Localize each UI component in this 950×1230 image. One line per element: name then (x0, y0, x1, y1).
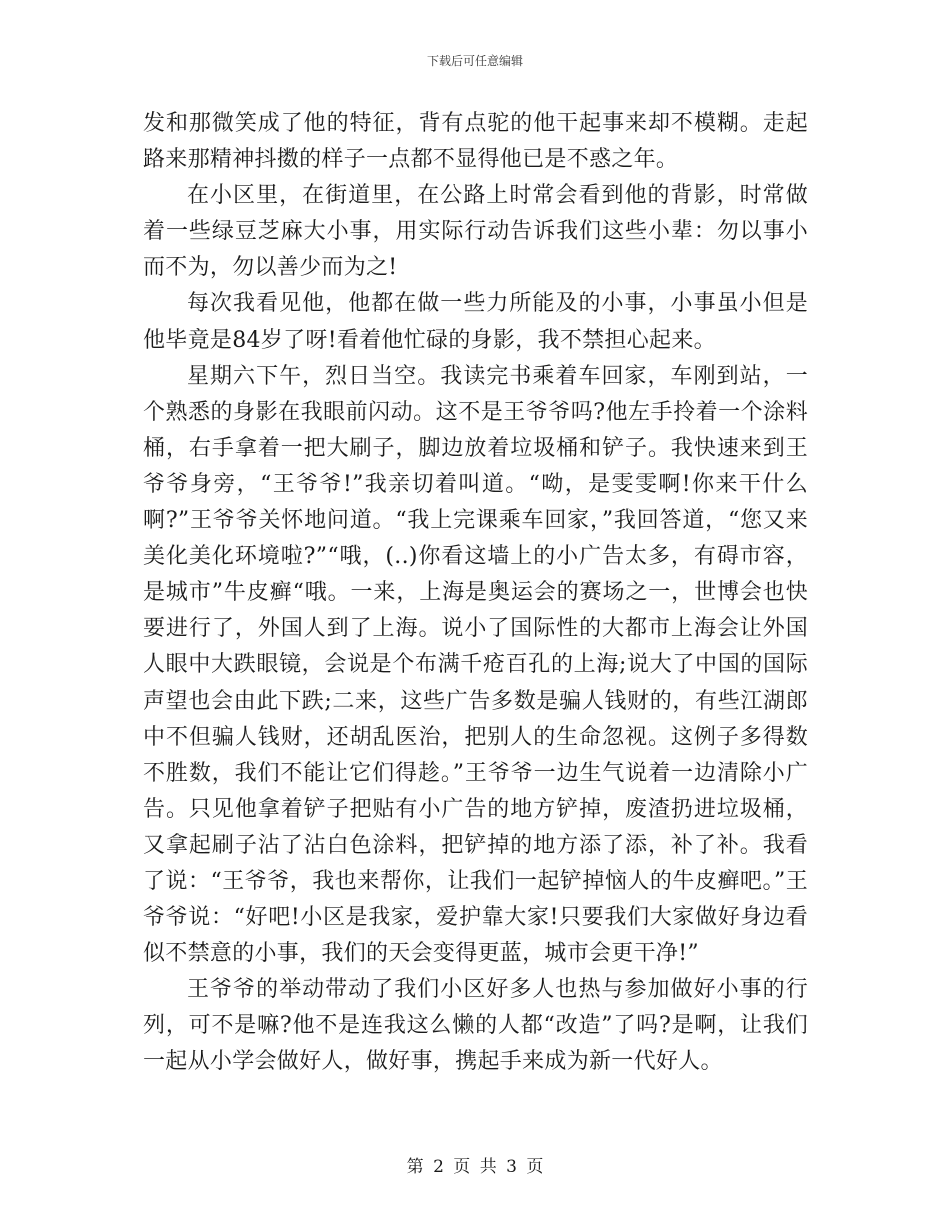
paragraph-2: 在小区里，在街道里，在公路上时常会看到他的背影，时常做着一些绿豆芝麻大小事，用实际行动告诉我们这些小辈：勿以事小而不为，勿以善少而为之! (143, 183, 808, 281)
paragraph-1: 发和那微笑成了他的特征，背有点驼的他干起事来却不模糊。走起路来那精神抖擞的样子一点都不显得他已是不惑之年。 (143, 111, 808, 173)
paragraph-5: 王爷爷的举动带动了我们小区好多人也热与参加做好小事的行列，可不是嘛?他不是连我这么懒的人都“改造”了吗?是啊，让我们一起从小学会做好人，做好事，携起手来成为新一代好人。 (143, 977, 808, 1075)
paragraph-3: 每次我看见他，他都在做一些力所能及的小事，小事虽小但是他毕竟是84岁了呀!看着他忙碌的身影，我不禁担心起来。 (143, 291, 808, 353)
page-number-footer: 第 2 页 共 3 页 (406, 1157, 544, 1177)
document-body (143, 106, 808, 1081)
page-header: 下载后可任意编辑 (426, 54, 523, 68)
paragraph-4: 星期六下午，烈日当空。我读完书乘着车回家，车刚到站，一个熟悉的身影在我眼前闪动。这不是王爷爷吗?他左手拎着一个涂料桶，右手拿着一把大刷子，脚边放着垃圾桶和铲子。我快速来到王爷爷身旁，“王爷爷!”我亲切着叫道。“呦，是雯雯啊!你来干什么啊?”王爷爷关怀地问道。“我上完课乘车回家，”我回答道，“您又来美化美化环境啦?”“哦，(..)你看这墙上的小广告太多，有碍市容，是城市”牛皮癣“哦。一来，上海是奥运会的赛场之一，世博会也快要进行了，外国人到了上海。说小了国际性的大都市上海会让外国人眼中大跌眼镜，会说是个布满千疮百孔的上海;说大了中国的国际声望也会由此下跌;二来，这些广告多数是骗人钱财的，有些江湖郎中不但骗人钱财，还胡乱医治，把别人的生命忽视。这例子多得数不胜数，我们不能让它们得趁。”王爷爷一边生气说着一边清除小广告。只见他拿着铲子把贴有小广告的地方铲掉，废渣扔进垃圾桶，又拿起刷子沾了沾白色涂料，把铲掉的地方添了添，补了补。我看了说：“王爷爷，我也来帮你，让我们一起铲掉恼人的牛皮癣吧。”王爷爷说：“好吧!小区是我家，爱护靠大家!只要我们大家做好身边看似不禁意的小事，我们的天会变得更蓝，城市会更干净!” (143, 363, 808, 967)
